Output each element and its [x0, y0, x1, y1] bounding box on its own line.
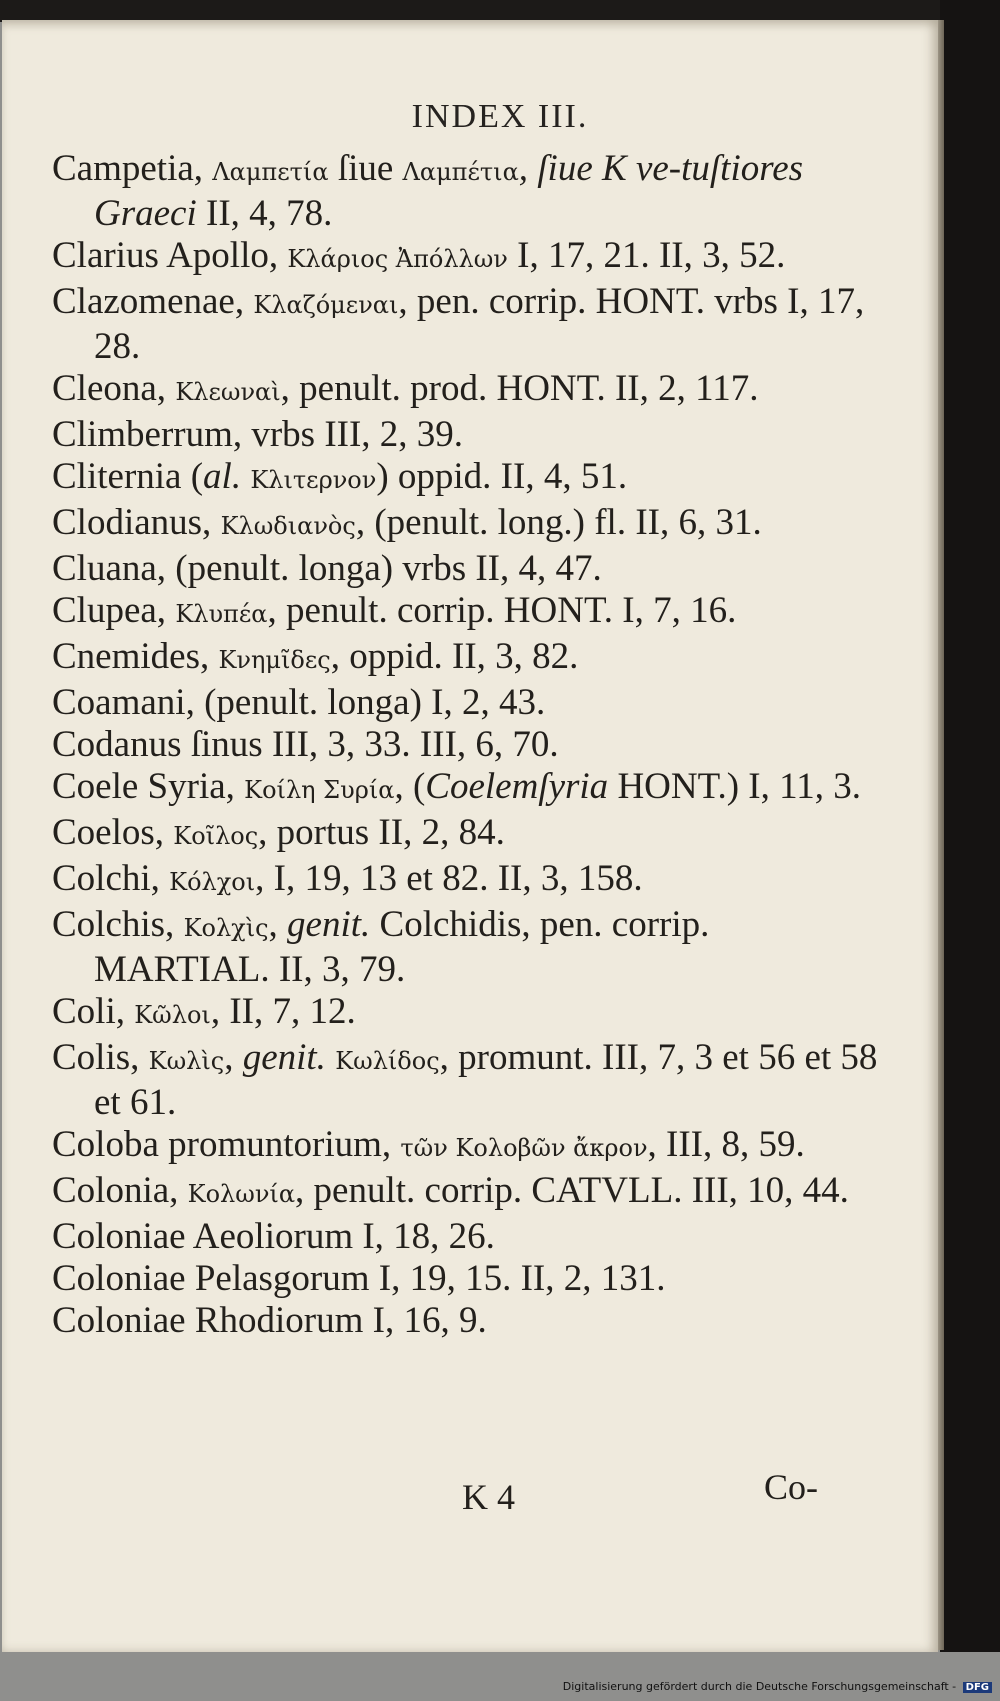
- greek-term: Κῶλοι: [134, 1001, 211, 1029]
- page-header: INDEX III.: [411, 98, 589, 135]
- signature-mark: K 4: [462, 1477, 515, 1517]
- entry-text: Cluana, (penult. longa) vrbs II, 4, 47.: [52, 548, 602, 589]
- entry-text: , III, 8, 59.: [647, 1124, 805, 1165]
- index-entry: [52, 1216, 882, 1257]
- greek-term: Κνημῖδες: [218, 646, 331, 674]
- italic-text: Coelemſyria: [425, 766, 609, 807]
- entry-text: Coloba promuntorium,: [52, 1124, 401, 1165]
- entry-text: Clupea,: [52, 590, 176, 631]
- entry-text: Colchis,: [52, 904, 184, 945]
- dfg-logo: DFG: [963, 1682, 992, 1693]
- greek-term: Λαμπετία: [212, 158, 329, 186]
- greek-term: Κλάριος Ἀπόλλων: [287, 245, 508, 273]
- entry-text: Colis,: [52, 1037, 149, 1078]
- entry-text: Codanus ſinus III, 3, 33. III, 6, 70.: [52, 724, 559, 765]
- greek-term: Κλυπέα: [175, 600, 268, 628]
- entry-text: Cnemides,: [52, 636, 219, 677]
- entry-text: ) oppid. II, 4, 51.: [376, 456, 628, 497]
- entry-text: Coloniae Aeoliorum I, 18, 26.: [52, 1216, 495, 1257]
- greek-term: Κλεωναὶ: [175, 378, 281, 406]
- entry-text: Clazomenae,: [52, 281, 254, 322]
- entry-text: , penult. prod. HONT. II, 2, 117.: [280, 368, 759, 409]
- index-entry: [52, 812, 882, 857]
- scan-border-bottom: [0, 1652, 1000, 1701]
- index-entry: [52, 1124, 882, 1169]
- entry-text: Colonia,: [52, 1170, 188, 1211]
- index-entry: [52, 414, 882, 455]
- entry-text: , portus II, 2, 84.: [258, 812, 505, 853]
- entry-text: Coloniae Rhodiorum I, 16, 9.: [52, 1300, 487, 1341]
- greek-term: Κωλὶς: [148, 1047, 225, 1075]
- index-entry: [52, 991, 882, 1036]
- entry-text: , I, 19, 13 et 82. II, 3, 158.: [255, 858, 643, 899]
- italic-text: , ſiue K ve-tuſtiores Graeci: [94, 148, 804, 234]
- italic-text: al.: [203, 456, 242, 497]
- digitization-credit: [563, 1680, 992, 1693]
- greek-term: Κωλίδος: [335, 1047, 440, 1075]
- entry-text: [326, 1037, 335, 1078]
- index-entry: [52, 548, 882, 589]
- entry-text: Coamani, (penult. longa) I, 2, 43.: [52, 682, 546, 723]
- entry-text: Campetia,: [52, 148, 213, 189]
- entry-text: Coele Syria,: [52, 766, 245, 807]
- index-entry: [52, 1170, 882, 1215]
- greek-term: Κόλχοι: [169, 868, 256, 896]
- greek-term: τῶν Κολοβῶν ἄκρον: [400, 1134, 648, 1162]
- entry-text: [241, 456, 250, 497]
- index-entry: [52, 1300, 882, 1341]
- entry-text: ,: [268, 904, 288, 945]
- entry-text: I, 17, 21. II, 3, 52.: [507, 235, 786, 276]
- entry-text: Cleona,: [52, 368, 176, 409]
- index-entry: [52, 682, 882, 723]
- index-entry: [52, 1258, 882, 1299]
- greek-term: Κοῖλος: [173, 822, 259, 850]
- scan-border-right: [940, 0, 1000, 1701]
- entry-text: Clodianus,: [52, 502, 221, 543]
- entry-text: ,: [224, 1037, 243, 1078]
- entry-text: Climberrum, vrbs III, 2, 39.: [52, 414, 464, 455]
- index-entry: [52, 766, 882, 811]
- index-entry: [52, 235, 882, 280]
- index-entry: [52, 368, 882, 413]
- index-entries: [52, 148, 882, 1342]
- greek-term: Κοίλη Συρία: [244, 776, 395, 804]
- index-entry: [52, 904, 882, 990]
- italic-text: genit.: [242, 1037, 326, 1078]
- entry-text: , promunt. III, 7, 3 et 56 et 58 et 61.: [94, 1037, 878, 1123]
- credit-text: Digitalisierung gefördert durch die Deutsche Forschungsgemeinschaft -: [562, 1680, 957, 1693]
- entry-text: , II, 7, 12.: [210, 991, 356, 1032]
- index-entry: [52, 858, 882, 903]
- index-entry: [52, 148, 882, 234]
- entry-text: , (penult. long.) fl. II, 6, 31.: [355, 502, 762, 543]
- index-entry: [52, 456, 882, 501]
- entry-text: , pen. corrip. HONT. vrbs I, 17, 28.: [94, 281, 865, 367]
- italic-text: genit.: [287, 904, 371, 945]
- index-entry: [52, 281, 882, 367]
- greek-term: Κλαζόμεναι: [253, 291, 399, 319]
- greek-term: Κολχὶς: [183, 914, 269, 942]
- entry-text: ſiue: [328, 148, 403, 189]
- greek-term: Κλωδιανὸς: [220, 512, 356, 540]
- index-entry: [52, 1037, 882, 1123]
- entry-text: Coloniae Pelasgorum I, 19, 15. II, 2, 131.: [52, 1258, 666, 1299]
- entry-text: II, 4, 78.: [206, 193, 333, 234]
- entry-text: Colchi,: [52, 858, 170, 899]
- greek-term: Λαμπέτια: [402, 158, 519, 186]
- entry-text: Clarius Apollo,: [52, 235, 288, 276]
- entry-text: Cliternia (: [52, 456, 204, 497]
- entry-text: Coelos,: [52, 812, 174, 853]
- entry-text: HONT.) I, 11, 3.: [608, 766, 861, 807]
- index-entry: [52, 502, 882, 547]
- entry-text: Coli,: [52, 991, 135, 1032]
- index-entry: [52, 590, 882, 635]
- greek-term: Κολωνία: [187, 1180, 296, 1208]
- index-entry: [52, 724, 882, 765]
- greek-term: Κλιτερνον: [250, 466, 377, 494]
- entry-text: , oppid. II, 3, 82.: [330, 636, 579, 677]
- index-entry: [52, 636, 882, 681]
- entry-text: , (: [394, 766, 426, 807]
- entry-text: , penult. corrip. CATVLL. III, 10, 44.: [295, 1170, 849, 1211]
- catchword: Co-: [764, 1467, 818, 1507]
- entry-text: , penult. corrip. HONT. I, 7, 16.: [267, 590, 737, 631]
- entry-text: Colchidis, pen. corrip. MARTIAL. II, 3, 79.: [94, 904, 710, 990]
- scan-border-top: [0, 0, 1000, 22]
